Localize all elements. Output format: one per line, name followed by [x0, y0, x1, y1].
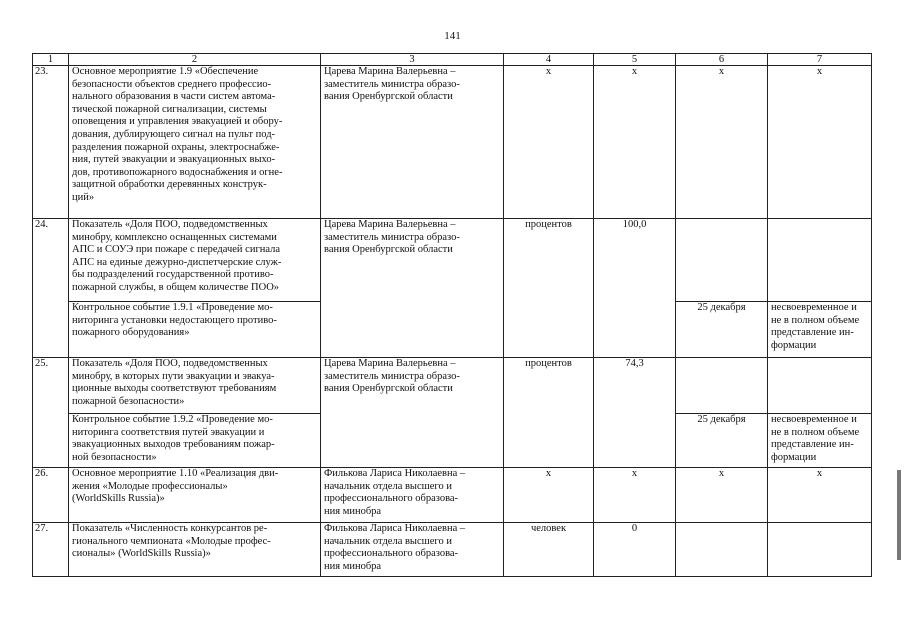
page-number: 141: [444, 30, 461, 42]
row-deadline: х: [676, 468, 768, 523]
table-row: [33, 468, 872, 523]
control-event: Контрольное событие 1.9.2 «Проведение мо- ниторинга соответствия путей эвакуации и эвакуационных выходов требованиям пожар- ной безопасности»: [69, 414, 321, 468]
row-number: 25.: [33, 358, 69, 468]
event-date: 25 декабря: [676, 414, 768, 468]
row-unit: процентов: [504, 358, 594, 468]
table-row: [33, 66, 872, 219]
row-unit: человек: [504, 523, 594, 577]
row-responsible: Филькова Лариса Николаевна – начальник отдела высшего и профессионального образова- ния минобра: [321, 523, 504, 577]
row-responsible: Царева Марина Валерьевна – заместитель министра образо- вания Оренбургской области: [321, 219, 504, 358]
header-cell: 7: [768, 54, 872, 66]
table-row: [33, 358, 872, 414]
row-deadline: [676, 523, 768, 577]
row-number: 23.: [33, 66, 69, 219]
row-description: Показатель «Численность конкурсантов ре- гионального чемпионата «Молодые профес- сионалы» (WorldSkills Russia)»: [69, 523, 321, 577]
row-value: х: [594, 66, 676, 219]
row-unit: х: [504, 66, 594, 219]
row-deadline: [676, 358, 768, 414]
header-row: [33, 54, 872, 66]
scan-edge-mark: [897, 470, 901, 560]
event-date: 25 декабря: [676, 302, 768, 358]
row-description: Показатель «Доля ПОО, подведомственных минобру, в которых пути эвакуации и эвакуа- ционные выходы соответствуют требованиям пожарной безопасности»: [69, 358, 321, 414]
row-deadline: х: [676, 66, 768, 219]
row-risk: [768, 358, 872, 414]
row-risk: х: [768, 468, 872, 523]
row-number: 27.: [33, 523, 69, 577]
row-unit: х: [504, 468, 594, 523]
row-risk: [768, 523, 872, 577]
row-description: Показатель «Доля ПОО, подведомственных минобру, комплексно оснащенных системами АПС и СОУЭ при пожаре с передачей сигнала АПС на единые дежурно-диспетчерские служ- бы подразделений государственной противо- пожарной службы, в общем количестве ПОО»: [69, 219, 321, 302]
row-value: х: [594, 468, 676, 523]
row-value: 100,0: [594, 219, 676, 358]
row-description: Основное мероприятие 1.10 «Реализация дви- жения «Молодые профессионалы» (WorldSkills Russia)»: [69, 468, 321, 523]
row-responsible: Филькова Лариса Николаевна – начальник отдела высшего и профессионального образова- ния минобра: [321, 468, 504, 523]
header-cell: 6: [676, 54, 768, 66]
table-row: [33, 523, 872, 577]
row-value: 74,3: [594, 358, 676, 468]
row-number: 26.: [33, 468, 69, 523]
header-cell: 5: [594, 54, 676, 66]
row-responsible: Царева Марина Валерьевна – заместитель министра образо- вания Оренбургской области: [321, 358, 504, 468]
event-note: несвоевременное и не в полном объеме представление ин- формации: [768, 302, 872, 358]
header-cell: 2: [69, 54, 321, 66]
row-risk: [768, 219, 872, 302]
row-risk: х: [768, 66, 872, 219]
plan-table: [32, 53, 872, 577]
event-note: несвоевременное и не в полном объеме представление ин- формации: [768, 414, 872, 468]
header-cell: 1: [33, 54, 69, 66]
control-event: Контрольное событие 1.9.1 «Проведение мо- ниторинга установки недостающего противо- пожарного оборудования»: [69, 302, 321, 358]
header-cell: 4: [504, 54, 594, 66]
row-description: Основное мероприятие 1.9 «Обеспечение безопасности объектов среднего профессио- нального образования в части систем автома- тической пожарной сигнализации, системы оповещения и управления эвакуацией и обору- дования, дублирующего сигнал на пульт под- разделения пожарной охраны, электроснабже- ния, путей эвакуации и эвакуационных выхо- дов, противопожарного водоснабжения и огне- защитной обработки деревянных конструк- ций»: [69, 66, 321, 219]
row-deadline: [676, 219, 768, 302]
header-cell: 3: [321, 54, 504, 66]
table-row: [33, 219, 872, 302]
row-unit: процентов: [504, 219, 594, 358]
row-value: 0: [594, 523, 676, 577]
row-responsible: Царева Марина Валерьевна – заместитель министра образо- вания Оренбургской области: [321, 66, 504, 219]
row-number: 24.: [33, 219, 69, 358]
